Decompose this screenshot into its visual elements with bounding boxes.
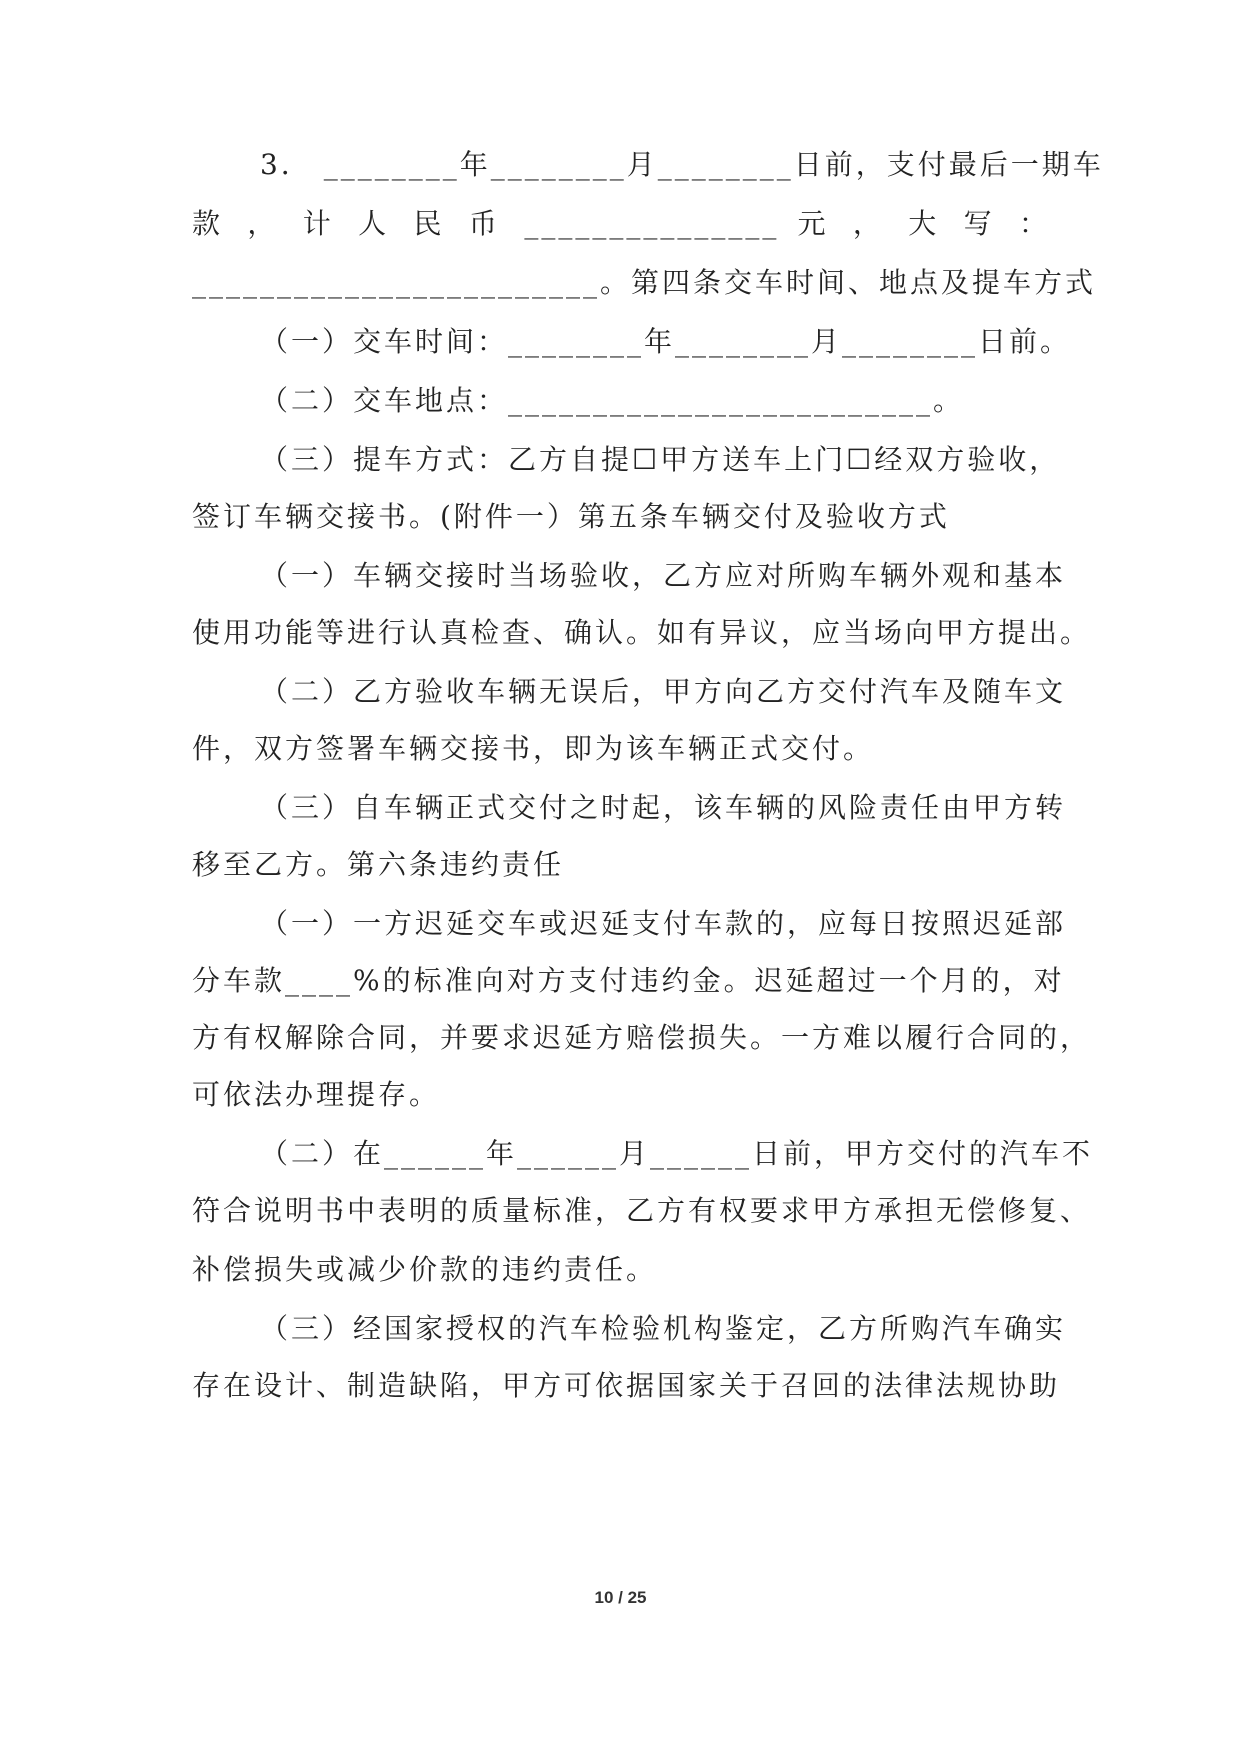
paragraph-line: （二）在______年______月______日前，甲方交付的汽车不 — [260, 1137, 1094, 1170]
paragraph-line: 分车款____%的标准向对方支付违约金。迟延超过一个月的，对 — [192, 964, 1065, 997]
paragraph-line: （一）交车时间：________年________月________日前。 — [260, 325, 1072, 358]
paragraph-line: （二）交车地点：_________________________。 — [260, 384, 965, 417]
paragraph-line: 签订车辆交接书。(附件一）第五条车辆交付及验收方式 — [192, 500, 950, 533]
paragraph-line: 补偿损失或减少价款的违约责任。 — [192, 1253, 658, 1286]
paragraph-line: 3． ________年________月________日前，支付最后一期车 — [260, 148, 1104, 181]
paragraph-line: （三）提车方式：乙方自提☐甲方送车上门☐经双方验收， — [260, 443, 1061, 476]
paragraph-line: 存在设计、制造缺陷，甲方可依据国家关于召回的法律法规协助 — [192, 1369, 1061, 1402]
paragraph-line: （一）车辆交接时当场验收，乙方应对所购车辆外观和基本 — [260, 559, 1067, 592]
paragraph-line: 方有权解除合同，并要求迟延方赔偿损失。一方难以履行合同的， — [192, 1021, 1092, 1054]
paragraph-line: （三）自车辆正式交付之时起，该车辆的风险责任由甲方转 — [260, 791, 1067, 824]
paragraph-line: （三）经国家授权的汽车检验机构鉴定，乙方所购汽车确实 — [260, 1312, 1067, 1345]
paragraph-line: 件，双方签署车辆交接书，即为该车辆正式交付。 — [192, 732, 875, 765]
paragraph-line: 移至乙方。第六条违约责任 — [192, 848, 565, 881]
paragraph-line: 使用功能等进行认真检查、确认。如有异议，应当场向甲方提出。 — [192, 616, 1092, 649]
paragraph-line: 符合说明书中表明的质量标准，乙方有权要求甲方承担无偿修复、 — [192, 1194, 1092, 1227]
page-number: 10 / 25 — [594, 1588, 647, 1607]
paragraph-line: 款 ， 计 人 民 币 _______________ 元 ， 大 写 ： — [192, 207, 1050, 240]
paragraph-line: （二）乙方验收车辆无误后，甲方向乙方交付汽车及随车文 — [260, 675, 1067, 708]
paragraph-line: ________________________。第四条交车时间、地点及提车方式 — [192, 266, 1097, 299]
paragraph-line: （一）一方迟延交车或迟延支付车款的，应每日按照迟延部 — [260, 907, 1067, 940]
paragraph-line: 可依法办理提存。 — [192, 1078, 441, 1111]
